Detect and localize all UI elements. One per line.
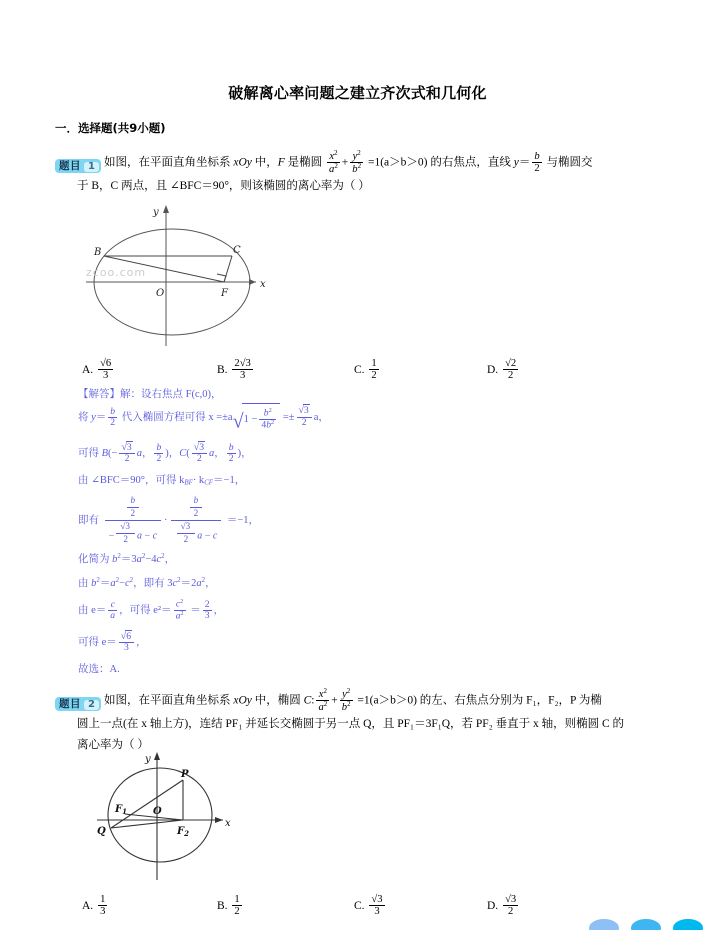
- solution-line-10: 故选：A.: [78, 664, 120, 676]
- problem-1-option-a-key: A.: [82, 363, 94, 376]
- solution-l5-cfrac-right: $\frac{b}{2}$ $\frac{√3}{2}$ a − c: [171, 496, 222, 545]
- solution-l3-f1: $\frac{√3}{2}$: [119, 443, 134, 465]
- svg-text:F2: $F_2$: [177, 826, 189, 838]
- svg-text:F: F: [221, 288, 228, 299]
- problem-1-line-y: y: [513, 156, 519, 169]
- problem-1-eq-y2b2: $\frac{y^2}{b^2}$: [352, 149, 362, 176]
- problem-2-badge: [55, 697, 101, 711]
- problem-1-option-b-value: $\frac{2√3}{3}$: [234, 358, 251, 382]
- ellipse-diagram-2: [95, 752, 295, 884]
- problem-1-option-b-key: B.: [217, 363, 228, 376]
- problem-1-line-2: 于 B，C 两点，且 ∠BFC＝90°，则该椭圆的离心率为（ ）: [77, 179, 370, 192]
- svg-text:x: x: [260, 279, 266, 290]
- problem-1-text-c: 是椭圆: [284, 156, 326, 169]
- problem-2-option-c[interactable]: [354, 894, 387, 918]
- svg-text:O: O: [156, 288, 165, 299]
- svg-text:x: x: [225, 818, 231, 829]
- problem-1-option-d-value: $\frac{√2}{2}$: [505, 358, 517, 382]
- problem-1-text-a: 如图，在平面直角坐标系: [103, 156, 234, 169]
- problem-2-option-b-key: B.: [217, 899, 228, 912]
- problem-2-option-b[interactable]: [217, 894, 244, 918]
- solution-line-2: 将 y＝ $\frac{b}{2}$ 代入椭圆方程可得 x =±a√1 − $\frac{b^2}{4b^2}$ =± $\frac{√3}{2}$ a，: [78, 403, 478, 437]
- solution-l8-f2: $\frac{c^2}{a^2}$: [175, 597, 184, 622]
- problem-1-eq-x2a2: $\frac{x^2}{a^2}$: [329, 149, 338, 176]
- problem-2-line-2: 圆上一点(在 x 轴上方)，连结 PF₁ 并延长交椭圆于另一点 Q，且 PF₁＝3F₁Q，若 PF₂ 垂直于 x 轴，则椭圆 C 的: [77, 717, 624, 730]
- problem-1-focus-F: F: [277, 156, 285, 169]
- solution-l3-f4: $\frac{b}{2}$: [228, 442, 234, 465]
- problem-1-statement: 题目 1 如图，在平面直角坐标系 xOy 中，F 是椭圆 $\frac{x^2}{a^2}$ + $\frac{y^2}{b^2}$ =1(a＞b＞0) 的右焦点，直线 y＝ $\frac{b}{2}$ 与椭圆交 于 B，C 两点，且 ∠BFC＝90°，则该椭圆的离心率为（ ）: [55, 150, 670, 197]
- solution-line-9: 可得 e＝ $\frac{√6}{3}$ ，: [78, 630, 147, 654]
- problem-2-xoy: xOy: [233, 694, 252, 707]
- problem-2-statement: 题目 2 如图，在平面直角坐标系 xOy 中，椭圆 C: $\frac{x^2}{a^2}$ + $\frac{y^2}{b^2}$ =1(a＞b＞0) 的左、右焦点分别为 F₁，F₂，P 为椭 圆上一点(在 x 轴上方)，连结 PF₁ 并延长交椭圆于另一点 Q，且 PF₁＝3F₁Q，若 PF₂ 垂直于 x 轴，则椭圆 C 的 离心率为（ ）: [55, 688, 670, 756]
- problem-2-option-d-key: D.: [487, 899, 499, 912]
- solution-l5-cfrac-left: $\frac{b}{2}$ − $\frac{√3}{2}$ a − c: [105, 496, 161, 545]
- problem-1-option-c-key: C.: [354, 363, 365, 376]
- svg-text:Q: Q: [97, 826, 106, 837]
- problem-2-text-a: 如图，在平面直角坐标系: [103, 694, 234, 707]
- problem-2-option-d-value: $\frac{√3}{2}$: [505, 894, 517, 918]
- svg-text:B: B: [94, 247, 102, 258]
- solution-line-6: 化简为 $b^2=3a^2-4c^2$，: [78, 552, 176, 565]
- solution-l3-f3: $\frac{√3}{2}$: [192, 443, 207, 465]
- problem-1-text-b: 中，: [251, 156, 278, 169]
- problem-1-xoy: xOy: [233, 156, 252, 169]
- problem-2-option-a[interactable]: [82, 894, 109, 918]
- solution-l8-f1: $\frac{c}{a}$: [110, 598, 116, 622]
- solution-header: 【解答】解：设右焦点 F(c,0)，: [78, 389, 222, 400]
- solution-line-8: 由 e＝ $\frac{c}{a}$ ，可得 e²＝ $\frac{c^2}{a^2}$ ＝ $\frac{2}{3}$ ，: [78, 597, 225, 622]
- solution-l3-f2: $\frac{b}{2}$: [156, 442, 162, 465]
- problem-1-option-a[interactable]: [82, 358, 115, 382]
- brand-logo: [588, 916, 712, 935]
- solution-line-4: 由 ∠BFC＝90°，可得 $k_{BF}\cdot k_{CF}=-1$，: [78, 475, 246, 487]
- problem-1-option-c-value: $\frac{1}{2}$: [371, 358, 377, 382]
- problem-1-eq-tail: =1(a＞b＞0) 的右焦点，直线: [365, 156, 514, 169]
- problem-2-text-b: 中，椭圆: [251, 694, 304, 707]
- problem-2-option-b-value: $\frac{1}{2}$: [234, 894, 240, 918]
- problem-1-figure: [80, 200, 300, 348]
- solution-l9-frac: $\frac{√6}{3}$: [119, 632, 134, 654]
- problem-2-figure: [95, 752, 295, 884]
- problem-1-solution: [78, 386, 478, 682]
- problem-2-option-a-key: A.: [82, 899, 94, 912]
- problem-2-option-d[interactable]: [487, 894, 520, 918]
- svg-text:P: P: [181, 769, 189, 780]
- problem-1-option-a-value: $\frac{√6}{3}$: [100, 358, 112, 382]
- problem-1-text-d: 与椭圆交: [543, 156, 593, 169]
- problem-2-curve-C: C: [303, 694, 312, 707]
- svg-text:O: O: [153, 806, 162, 817]
- problem-2-option-a-value: $\frac{1}{3}$: [100, 894, 106, 918]
- problem-1-line-frac: [532, 151, 541, 175]
- problem-1-option-d[interactable]: [487, 358, 520, 382]
- problem-2-eq-tail: =1(a＞b＞0) 的左、右焦点分别为 F₁，F₂，P 为椭: [354, 694, 602, 707]
- section-heading: 一．选择题(共9小题): [55, 121, 166, 135]
- solution-line-5: 即有 $\frac{b}{2}$ − $\frac{√3}{2}$ a − c · $\frac{b}{2}$ $\frac{√3}{2}$ a − c ＝−1，: [78, 494, 260, 544]
- problem-2-option-c-value: $\frac{√3}{3}$: [371, 894, 383, 918]
- problem-1-option-d-key: D.: [487, 363, 499, 376]
- problem-1-badge: [55, 159, 101, 173]
- svg-text:y: y: [153, 207, 159, 218]
- page-title: 破解离心率问题之建立齐次式和几何化: [228, 84, 487, 102]
- problem-2-eq-y2b2: $\frac{y^2}{b^2}$: [341, 687, 351, 714]
- problem-2-badge-label: 题目: [59, 697, 81, 710]
- solution-l2-radical: √1 − $\frac{b^2}{4b^2}$: [233, 403, 281, 437]
- solution-line-3: 可得 B(− $\frac{√3}{2}$ a， $\frac{b}{2}$ )，C( $\frac{√3}{2}$ a， $\frac{b}{2}$ )，: [78, 441, 252, 465]
- problem-1-line-num: b: [534, 150, 540, 162]
- svg-text:C: C: [233, 245, 241, 256]
- problem-2-line-3: 离心率为（ ）: [77, 738, 149, 751]
- solution-line-7: 由 $b^2=a^2-c^2$，即有 $3c^2=2a^2$，: [78, 577, 216, 590]
- problem-2-badge-number: 2: [84, 700, 99, 710]
- solution-l8-f3: $\frac{2}{3}$: [204, 598, 210, 622]
- problem-1-option-c[interactable]: [354, 358, 381, 382]
- svg-text:F1: $F_1$: [115, 804, 127, 816]
- problem-2-option-c-key: C.: [354, 899, 365, 912]
- figure-watermark: zcoo.com: [86, 266, 147, 279]
- problem-1-badge-label: 题目: [59, 159, 81, 172]
- problem-1-option-b[interactable]: [217, 358, 255, 382]
- problem-1-badge-number: 1: [84, 162, 99, 172]
- svg-text:y: y: [145, 754, 151, 765]
- problem-1-line-den: 2: [534, 163, 540, 175]
- problem-2-eq-x2a2: $\frac{x^2}{a^2}$: [318, 687, 328, 714]
- solution-l2-inner-frac: $\frac{b^2}{4b^2}$: [261, 406, 275, 431]
- solution-l2-result: $\frac{√3}{2}$: [297, 406, 312, 428]
- solution-l2-frac: $\frac{b}{2}$: [110, 405, 116, 429]
